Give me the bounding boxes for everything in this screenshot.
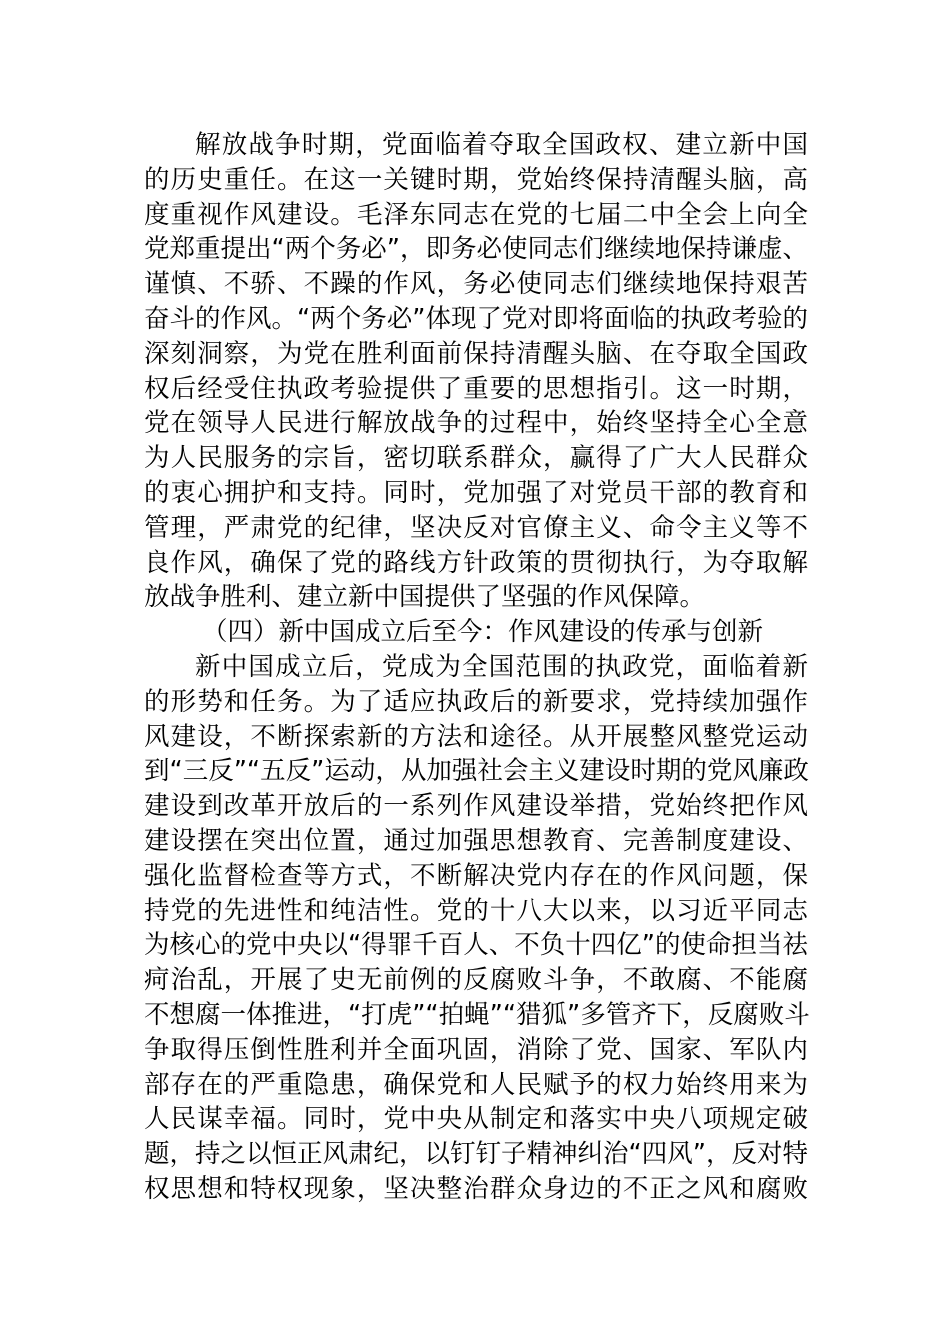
paragraph-line: 强化监督检查等方式，不断解决党内存在的作风问题，保 [144,860,808,891]
paragraph-line: 风建设，不断探索新的方法和途径。从开展整风整党运动 [144,721,808,752]
section-heading: （四）新中国成立后至今：作风建设的传承与创新 [202,617,764,648]
paragraph-line: 新中国成立后，党成为全国范围的执政党，面临着新 [195,651,808,682]
paragraph-line: 权后经受住执政考验提供了重要的思想指引。这一时期， [144,373,808,404]
paragraph-line: 不想腐一体推进，“打虎”“拍蝇”“猎狐”多管齐下，反腐败斗 [144,999,810,1030]
paragraph-line: 的衷心拥护和支持。同时，党加强了对党员干部的教育和 [144,477,808,508]
paragraph-new-china [144,650,808,1207]
paragraph-line: 的形势和任务。为了适应执政后的新要求，党持续加强作 [144,686,808,717]
paragraph-line: 党郑重提出“两个务必”，即务必使同志们继续地保持谦虚、 [144,234,808,265]
paragraph-line: 题，持之以恒正风肃纪，以钉钉子精神纠治“四风”，反对特 [144,1139,808,1170]
paragraph-line: 建设摆在突出位置，通过加强思想教育、完善制度建设、 [144,825,808,856]
paragraph-line: 管理，严肃党的纪律，坚决反对官僚主义、命令主义等不 [144,512,808,543]
paragraph-line: 部存在的严重隐患，确保党和人民赋予的权力始终用来为 [144,1069,808,1100]
document-body [144,128,808,1207]
paragraph-line: 谨慎、不骄、不躁的作风，务必使同志们继续地保持艰苦 [144,269,808,300]
paragraph-line: 权思想和特权现象，坚决整治群众身边的不正之风和腐败 [144,1173,808,1204]
paragraph-line: 为核心的党中央以“得罪千百人、不负十四亿”的使命担当祛 [144,930,808,961]
paragraph-line: 党在领导人民进行解放战争的过程中，始终坚持全心全意 [144,408,808,439]
paragraph-line: 建设到改革开放后的一系列作风建设举措，党始终把作风 [144,791,808,822]
paragraph-line: 为人民服务的宗旨，密切联系群众，赢得了广大人民群众 [144,443,808,474]
paragraph-line: 争取得压倒性胜利并全面巩固，消除了党、国家、军队内 [144,1034,808,1065]
paragraph-line: 疴治乱，开展了史无前例的反腐败斗争，不敢腐、不能腐 [144,965,808,996]
paragraph-line: 度重视作风建设。毛泽东同志在党的七届二中全会上向全 [144,199,808,230]
paragraph-line: 放战争胜利、建立新中国提供了坚强的作风保障。 [144,582,706,613]
paragraph-line: 解放战争时期，党面临着夺取全国政权、建立新中国 [195,130,808,160]
paragraph-line: 奋斗的作风。“两个务必”体现了党对即将面临的执政考验的 [144,303,808,334]
paragraph-line: 的历史重任。在这一关键时期，党始终保持清醒头脑，高 [144,164,808,195]
paragraph-line: 人民谋幸福。同时，党中央从制定和落实中央八项规定破 [144,1104,808,1135]
paragraph-line: 到“三反”“五反”运动，从加强社会主义建设时期的党风廉政 [144,756,809,787]
paragraph-liberation-war [144,128,808,615]
paragraph-line: 持党的先进性和纯洁性。党的十八大以来，以习近平同志 [144,895,808,926]
paragraph-line: 良作风，确保了党的路线方针政策的贯彻执行，为夺取解 [144,547,808,578]
paragraph-line: 深刻洞察，为党在胜利面前保持清醒头脑、在夺取全国政 [144,338,808,369]
